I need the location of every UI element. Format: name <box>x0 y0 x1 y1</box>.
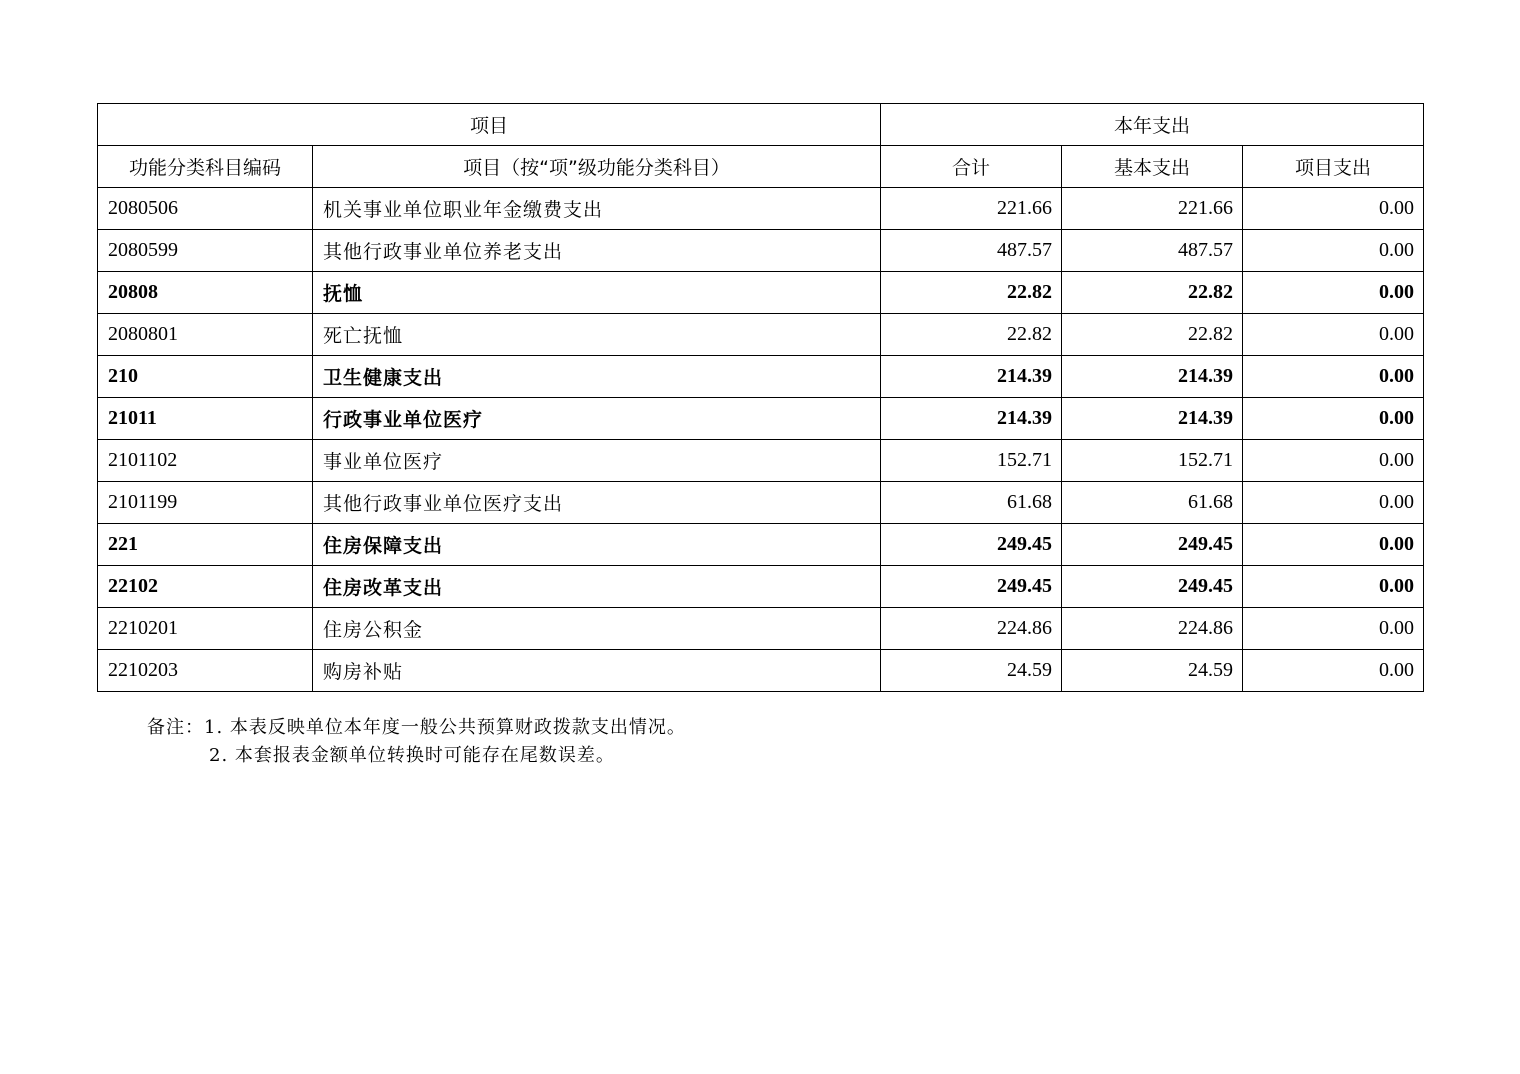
cell-total: 249.45 <box>881 524 1062 566</box>
cell-total: 214.39 <box>881 356 1062 398</box>
cell-name: 抚恤 <box>313 272 881 314</box>
cell-code: 2101199 <box>98 482 313 524</box>
header-row-top <box>98 104 1424 146</box>
cell-basic: 249.45 <box>1062 524 1243 566</box>
cell-project: 0.00 <box>1243 524 1424 566</box>
cell-code: 2080801 <box>98 314 313 356</box>
cell-code: 20808 <box>98 272 313 314</box>
cell-total: 22.82 <box>881 314 1062 356</box>
table-row <box>98 650 1424 692</box>
table-row <box>98 524 1424 566</box>
cell-code: 2101102 <box>98 440 313 482</box>
cell-name: 死亡抚恤 <box>313 314 881 356</box>
cell-total: 214.39 <box>881 398 1062 440</box>
cell-project: 0.00 <box>1243 608 1424 650</box>
cell-code: 2080506 <box>98 188 313 230</box>
table-row <box>98 188 1424 230</box>
cell-total: 249.45 <box>881 566 1062 608</box>
cell-name: 卫生健康支出 <box>313 356 881 398</box>
cell-name: 住房改革支出 <box>313 566 881 608</box>
cell-basic: 22.82 <box>1062 314 1243 356</box>
cell-basic: 61.68 <box>1062 482 1243 524</box>
header-total: 合计 <box>881 146 1062 188</box>
cell-project: 0.00 <box>1243 482 1424 524</box>
table-row <box>98 272 1424 314</box>
cell-project: 0.00 <box>1243 398 1424 440</box>
cell-project: 0.00 <box>1243 440 1424 482</box>
cell-basic: 22.82 <box>1062 272 1243 314</box>
cell-name: 住房保障支出 <box>313 524 881 566</box>
cell-name: 行政事业单位医疗 <box>313 398 881 440</box>
cell-basic: 249.45 <box>1062 566 1243 608</box>
table-row <box>98 356 1424 398</box>
note-line-1: 备注：1. 本表反映单位本年度一般公共预算财政拨款支出情况。 <box>147 717 686 738</box>
header-item: 项目 <box>98 104 881 146</box>
cell-basic: 24.59 <box>1062 650 1243 692</box>
table-row <box>98 566 1424 608</box>
table-row <box>98 482 1424 524</box>
cell-code: 2210201 <box>98 608 313 650</box>
cell-basic: 214.39 <box>1062 398 1243 440</box>
cell-name: 住房公积金 <box>313 608 881 650</box>
cell-basic: 221.66 <box>1062 188 1243 230</box>
cell-project: 0.00 <box>1243 356 1424 398</box>
notes <box>147 714 686 770</box>
cell-total: 24.59 <box>881 650 1062 692</box>
cell-project: 0.00 <box>1243 272 1424 314</box>
header-name: 项目（按“项”级功能分类科目） <box>313 146 881 188</box>
cell-total: 22.82 <box>881 272 1062 314</box>
cell-basic: 487.57 <box>1062 230 1243 272</box>
cell-total: 152.71 <box>881 440 1062 482</box>
header-row-sub <box>98 146 1424 188</box>
cell-code: 210 <box>98 356 313 398</box>
expense-table <box>97 103 1424 692</box>
header-code: 功能分类科目编码 <box>98 146 313 188</box>
cell-total: 224.86 <box>881 608 1062 650</box>
cell-basic: 214.39 <box>1062 356 1243 398</box>
cell-name: 事业单位医疗 <box>313 440 881 482</box>
cell-project: 0.00 <box>1243 566 1424 608</box>
cell-total: 487.57 <box>881 230 1062 272</box>
cell-total: 221.66 <box>881 188 1062 230</box>
cell-project: 0.00 <box>1243 188 1424 230</box>
cell-project: 0.00 <box>1243 230 1424 272</box>
cell-name: 机关事业单位职业年金缴费支出 <box>313 188 881 230</box>
table-row <box>98 398 1424 440</box>
table-row <box>98 230 1424 272</box>
cell-code: 2080599 <box>98 230 313 272</box>
header-basic: 基本支出 <box>1062 146 1243 188</box>
cell-project: 0.00 <box>1243 650 1424 692</box>
cell-project: 0.00 <box>1243 314 1424 356</box>
cell-code: 221 <box>98 524 313 566</box>
note-line-2: 2. 本套报表金额单位转换时可能存在尾数误差。 <box>209 745 615 766</box>
table-row <box>98 314 1424 356</box>
table-row <box>98 440 1424 482</box>
cell-code: 22102 <box>98 566 313 608</box>
cell-name: 购房补贴 <box>313 650 881 692</box>
cell-name: 其他行政事业单位医疗支出 <box>313 482 881 524</box>
cell-code: 2210203 <box>98 650 313 692</box>
cell-name: 其他行政事业单位养老支出 <box>313 230 881 272</box>
cell-basic: 152.71 <box>1062 440 1243 482</box>
cell-total: 61.68 <box>881 482 1062 524</box>
cell-code: 21011 <box>98 398 313 440</box>
header-current-year-expense: 本年支出 <box>881 104 1424 146</box>
cell-basic: 224.86 <box>1062 608 1243 650</box>
table-row <box>98 608 1424 650</box>
header-project: 项目支出 <box>1243 146 1424 188</box>
